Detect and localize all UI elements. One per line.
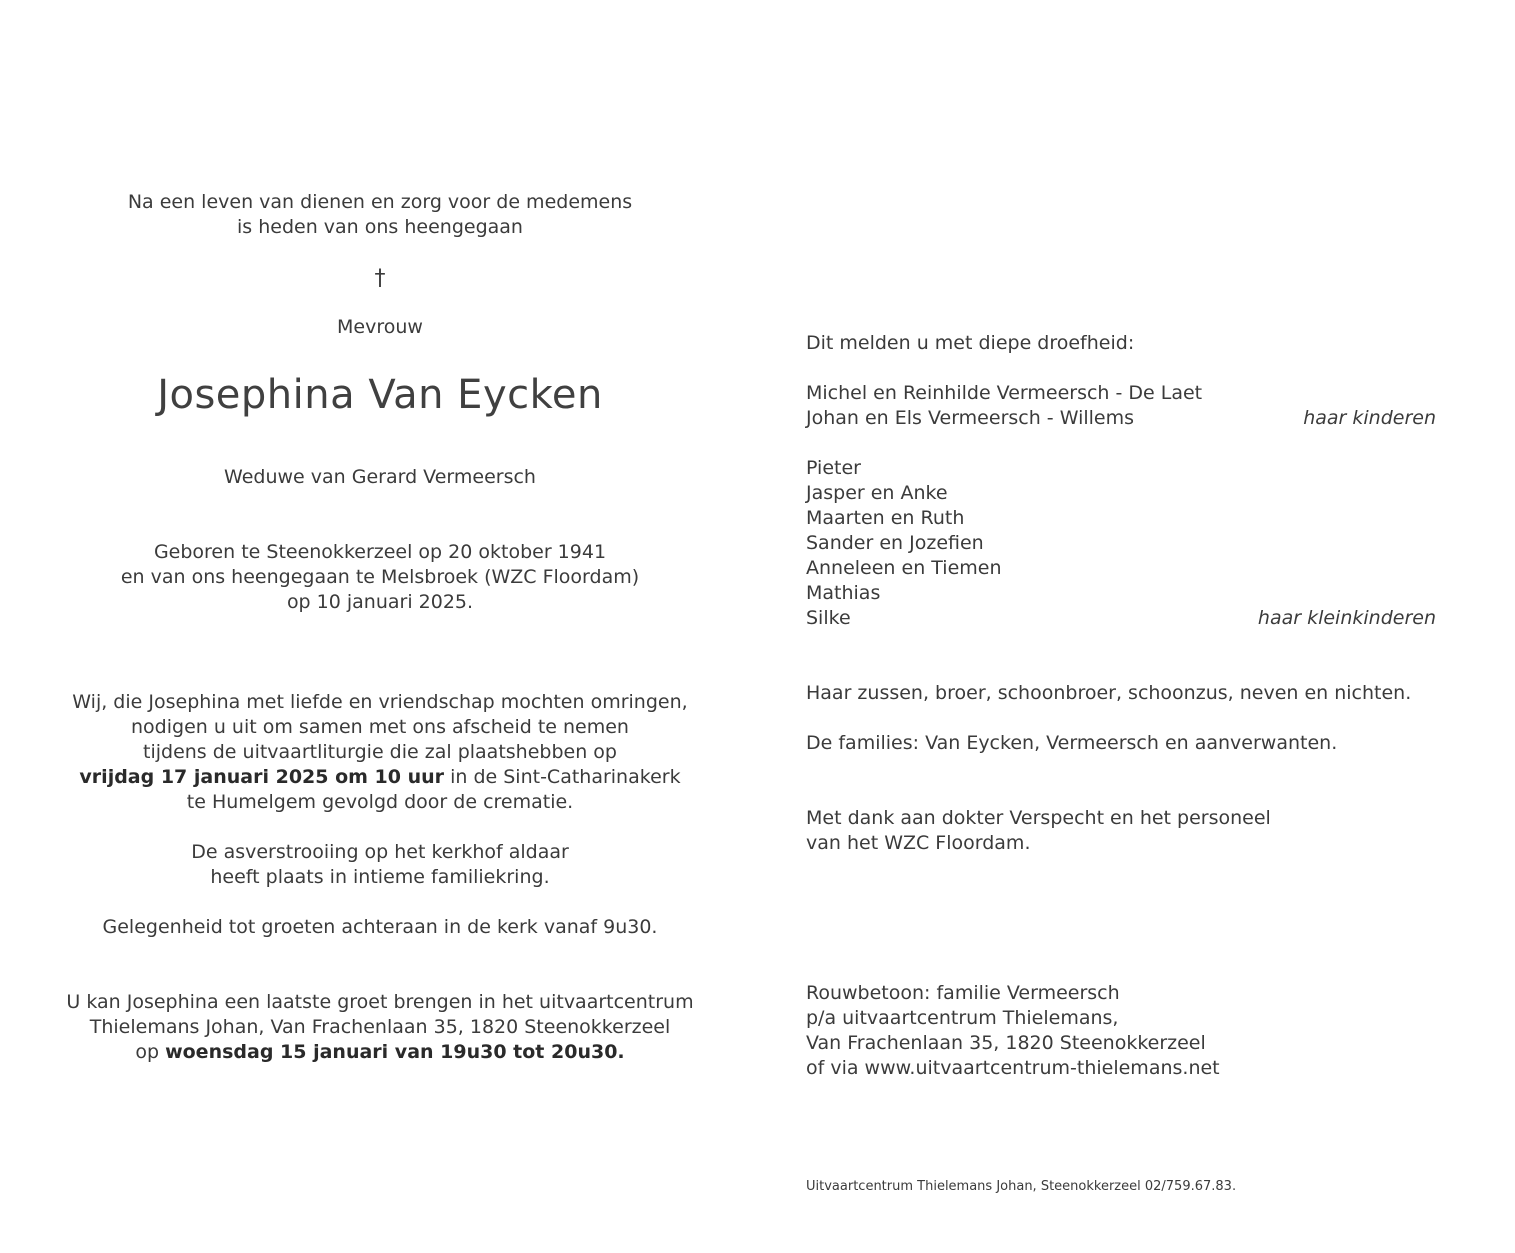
grandchild-3: Maarten en Ruth (806, 507, 965, 529)
grandchild-7-row (806, 606, 1436, 631)
visit-line-2: Thielemans Johan, Van Frachenlaan 35, 1820 Steenokkerzeel (89, 1016, 671, 1038)
children-role: haar kinderen (1303, 407, 1436, 429)
invitation-line-1: Wij, die Josephina met liefde en vriendschap mochten omringen, (72, 691, 688, 713)
condolence-line-4: of via www.uitvaartcentrum-thielemans.net (806, 1057, 1220, 1079)
invitation-line-4 (20, 765, 740, 790)
deceased-name: Josephina Van Eycken (157, 372, 603, 418)
church-text: in de Sint-Catharinakerk (444, 766, 681, 788)
greeting-line: Gelegenheid tot groeten achteraan in de kerk vanaf 9u30. (102, 916, 658, 938)
grandchildren-role: haar kleinkinderen (1257, 607, 1436, 629)
honorific: Mevrouw (337, 316, 423, 338)
families-line: De families: Van Eycken, Vermeersch en aanverwanten. (806, 732, 1338, 754)
invitation-line-3: tijdens de uitvaartliturgie die zal plaatshebben op (143, 741, 617, 763)
intro-line-1: Na een leven van dienen en zorg voor de medemens (127, 191, 633, 213)
intro-line-2: is heden van ons heengegaan (237, 216, 523, 238)
thanks-line-1: Met dank aan dokter Verspecht en het personeel (806, 807, 1271, 829)
condolence-line-3: Van Frachenlaan 35, 1820 Steenokkerzeel (806, 1032, 1206, 1054)
funeral-home-footer: Uitvaartcentrum Thielemans Johan, Steenokkerzeel 02/759.67.83. (806, 1179, 1237, 1194)
condolence-line-2: p/a uitvaartcentrum Thielemans, (806, 1007, 1119, 1029)
ashes-line-2: heeft plaats in intieme familiekring. (210, 866, 550, 888)
birth-line-3: op 10 januari 2025. (286, 591, 474, 613)
condolence-line-1: Rouwbetoon: familie Vermeersch (806, 982, 1120, 1004)
grandchild-4: Sander en Jozefien (806, 532, 984, 554)
grandchild-2: Jasper en Anke (806, 482, 948, 504)
child-name-2: Johan en Els Vermeersch - Willems (806, 407, 1135, 429)
visit-line-1: U kan Josephina een laatste groet brengen in het uitvaartcentrum (66, 991, 694, 1013)
announce-line: Dit melden u met diepe droefheid: (806, 332, 1135, 354)
invitation-line-5: te Humelgem gevolgd door de crematie. (186, 791, 574, 813)
visit-prefix: op (135, 1041, 166, 1063)
visit-line-3 (20, 1040, 740, 1065)
child-line-1: Michel en Reinhilde Vermeersch - De Laet (806, 382, 1203, 404)
funeral-date: vrijdag 17 januari 2025 om 10 uur (79, 766, 445, 788)
widow-line: Weduwe van Gerard Vermeersch (224, 466, 536, 488)
invitation-line-2: nodigen u uit om samen met ons afscheid te nemen (131, 716, 629, 738)
siblings-line: Haar zussen, broer, schoonbroer, schoonzus, neven en nichten. (806, 682, 1412, 704)
child-line-2 (806, 406, 1436, 431)
grandchild-1: Pieter (806, 457, 861, 479)
birth-line-1: Geboren te Steenokkerzeel op 20 oktober 1941 (153, 541, 607, 563)
grandchild-7: Silke (806, 607, 851, 629)
birth-line-2: en van ons heengegaan te Melsbroek (WZC Floordam) (120, 566, 640, 588)
thanks-line-2: van het WZC Floordam. (806, 832, 1031, 854)
cross-icon: † (374, 266, 386, 291)
grandchild-6: Mathias (806, 582, 881, 604)
ashes-line-1: De asverstrooiing op het kerkhof aldaar (191, 841, 569, 863)
visit-date: woensdag 15 januari van 19u30 tot 20u30. (165, 1041, 625, 1063)
grandchild-5: Anneleen en Tiemen (806, 557, 1002, 579)
